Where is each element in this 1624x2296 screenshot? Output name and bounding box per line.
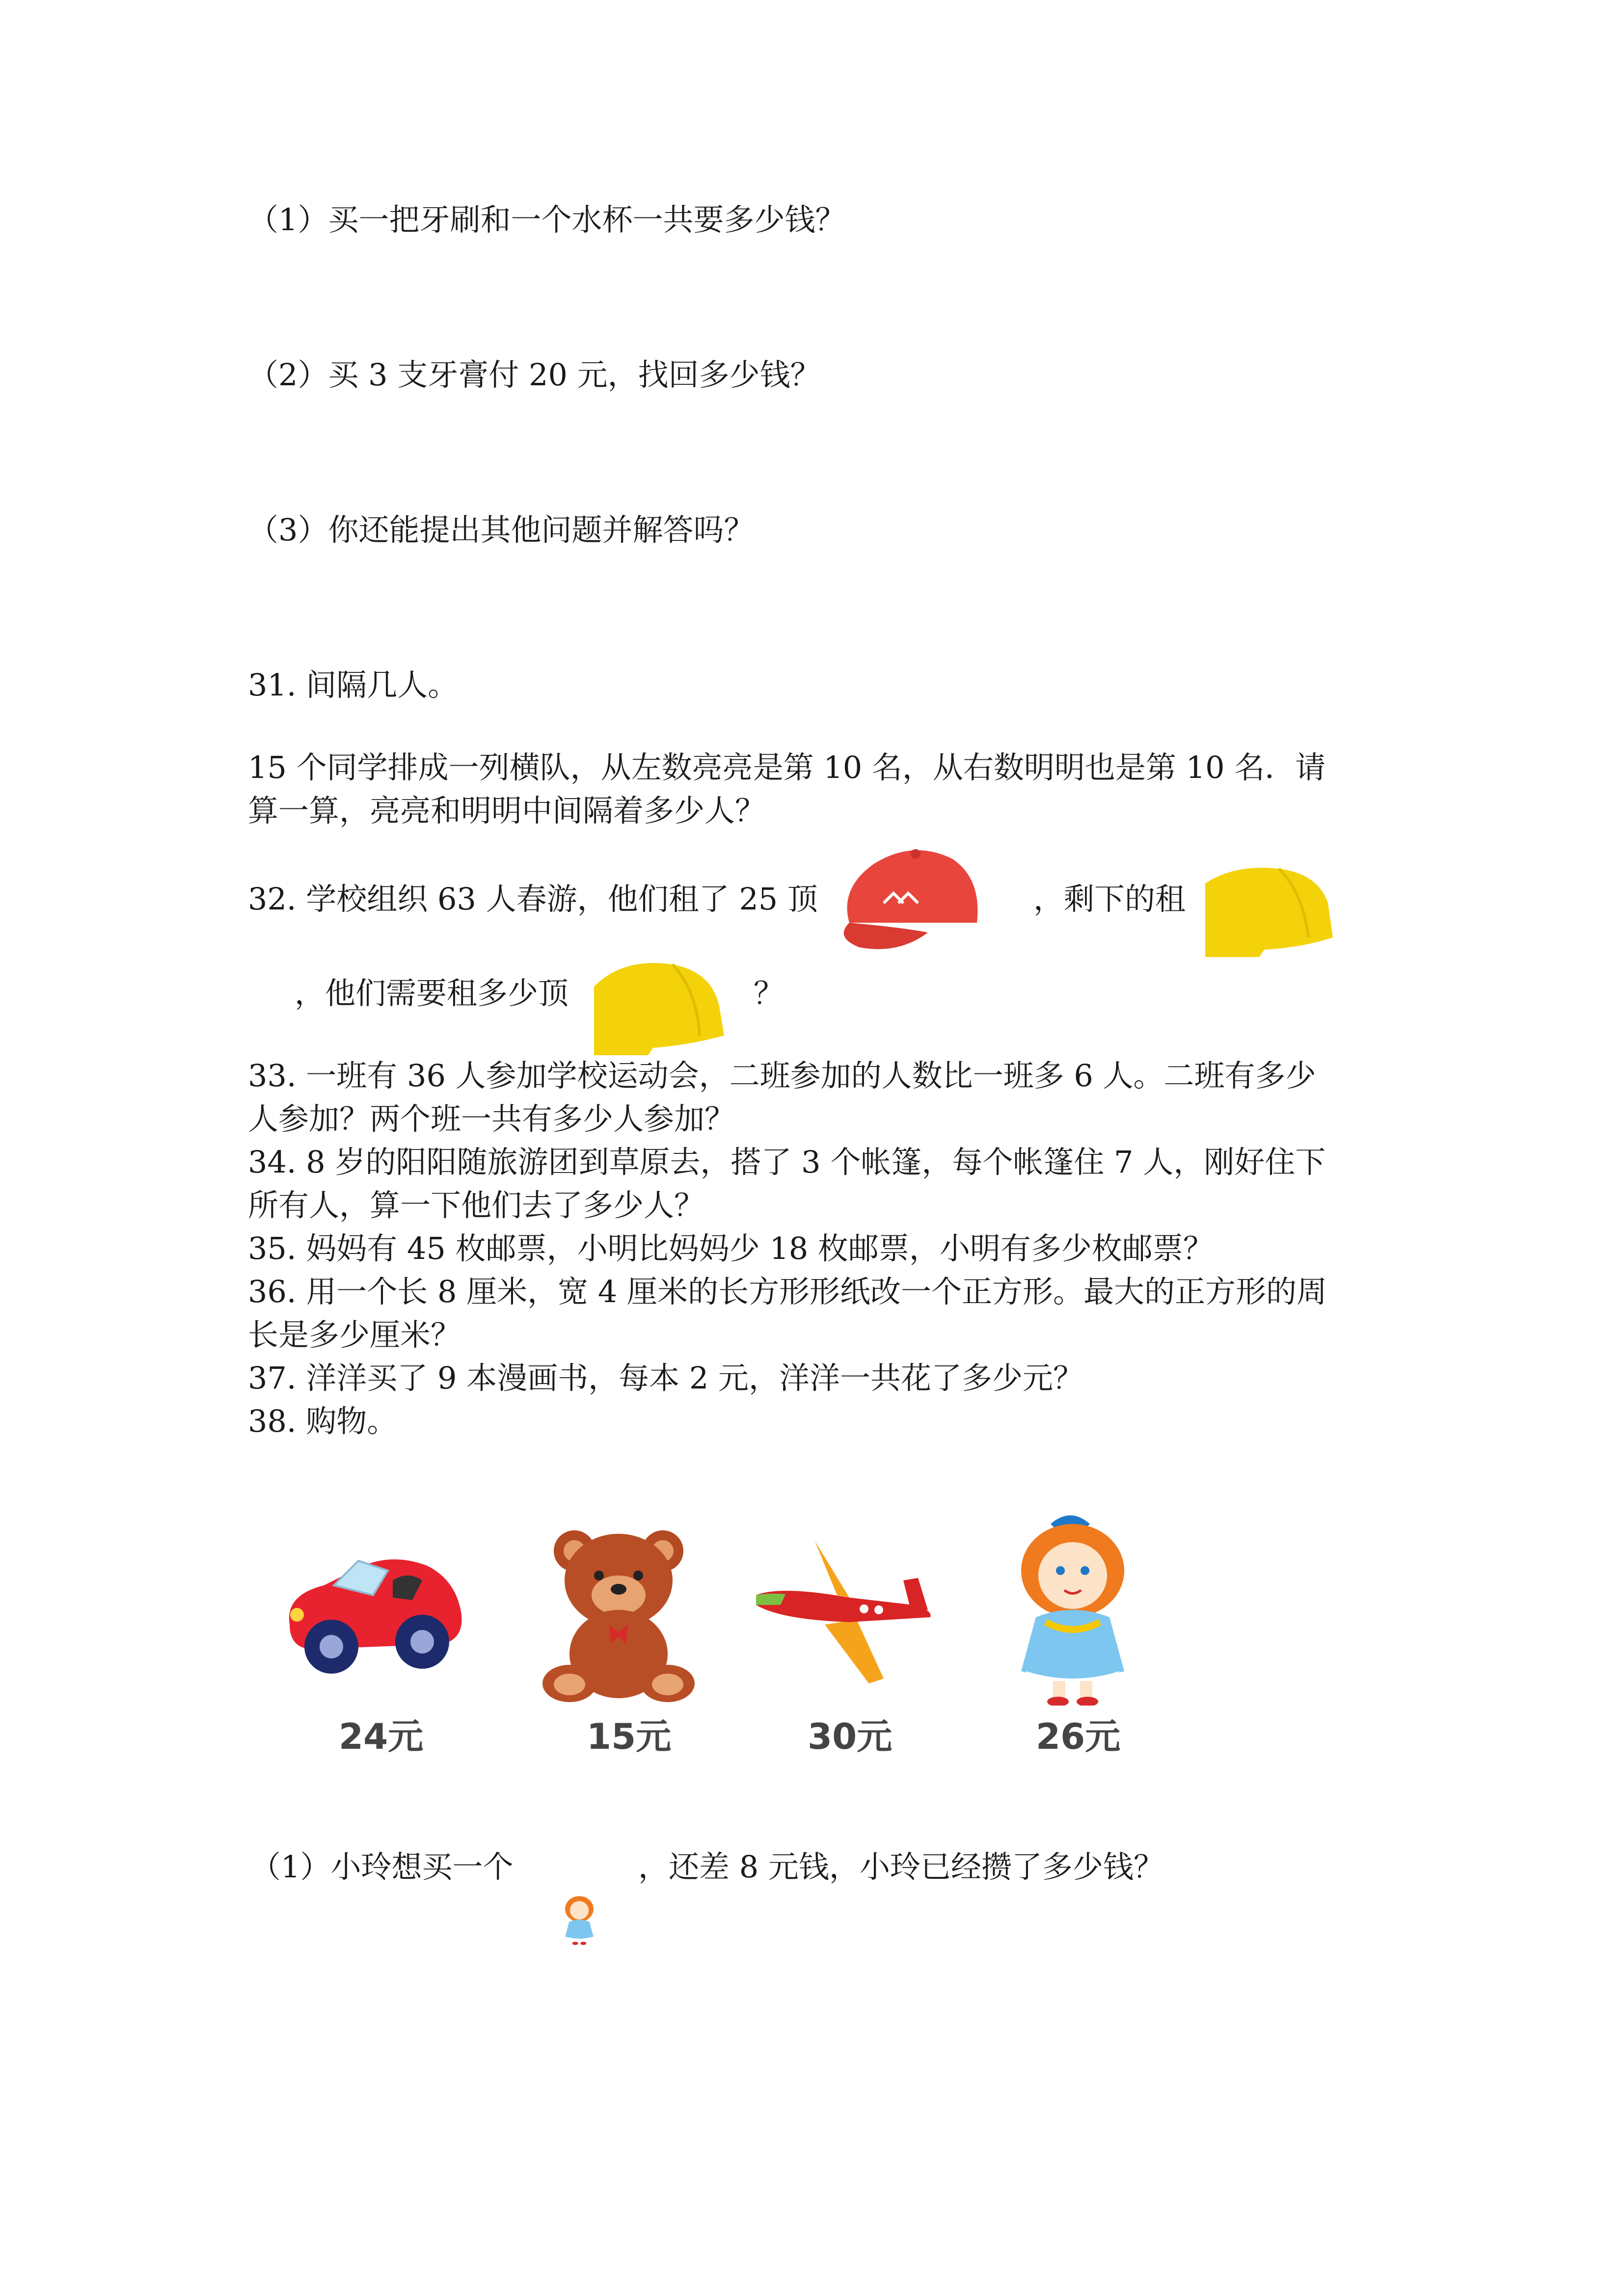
price-label: 26元 [1036, 1716, 1121, 1757]
q31-line1: 15 个同学排成一列横队，从左数亮亮是第 10 名，从右数明明也是第 10 名．请 [248, 749, 1326, 785]
price-label: 30元 [808, 1716, 893, 1757]
doll-icon [550, 1892, 609, 1946]
q36-line2: 长是多少厘米？ [248, 1317, 461, 1353]
q36-line1: 36. 用一个长 8 厘米，宽 4 厘米的长方形形纸改一个正方形。最大的正方形的周 [248, 1274, 1327, 1309]
toy-plane-icon [751, 1531, 938, 1688]
q33-line1: 33. 一班有 36 人参加学校运动会，二班参加的人数比一班多 6 人。二班有多少 [248, 1058, 1316, 1094]
q38-sub1-part2: ，还差 8 元钱，小玲已经攒了多少钱？ [638, 1849, 1164, 1885]
q34-line2: 所有人，算一下他们去了多少人？ [248, 1187, 705, 1223]
q30-part1: （1）买一把牙刷和一个水杯一共要多少钱？ [248, 202, 846, 238]
q32-part2: ，剩下的租 [1033, 881, 1186, 917]
red-cap-icon [830, 829, 992, 957]
toy-car-icon [280, 1541, 466, 1683]
teddy-bear-icon [540, 1526, 697, 1703]
q38-sub1-part1: （1）小玲想买一个 [250, 1849, 514, 1885]
q30-part3: （3）你还能提出其他问题并解答吗？ [248, 512, 755, 548]
q31-title: 31. 间隔几人。 [248, 667, 459, 703]
q33-line2: 人参加？两个班一共有多少人参加？ [248, 1101, 735, 1137]
q30-part2: （2）买 3 支牙膏付 20 元，找回多少钱？ [248, 357, 821, 393]
q37-line1: 37. 洋洋买了 9 本漫画书，每本 2 元，洋洋一共花了多少元？ [248, 1360, 1084, 1396]
yellow-cap-icon [1205, 864, 1333, 957]
doll-icon [1006, 1509, 1139, 1706]
q34-line1: 34. 8 岁的阳阳随旅游团到草原去，搭了 3 个帐篷，每个帐篷住 7 人，刚好住下 [248, 1144, 1326, 1180]
q32-part4: ？ [754, 975, 785, 1011]
price-label: 15元 [587, 1716, 672, 1757]
q31-line2: 算一算，亮亮和明明中间隔着多少人？ [248, 793, 766, 828]
q38-title: 38. 购物。 [248, 1403, 398, 1439]
q32-part1: 32. 学校组织 63 人春游，他们租了 25 顶 [248, 881, 818, 917]
q32-part3: ，他们需要租多少顶 [295, 975, 569, 1011]
yellow-cap-icon [589, 957, 727, 1055]
price-label: 24元 [339, 1716, 424, 1757]
q35-line1: 35. 妈妈有 45 枚邮票，小明比妈妈少 18 枚邮票，小明有多少枚邮票？ [248, 1230, 1214, 1266]
